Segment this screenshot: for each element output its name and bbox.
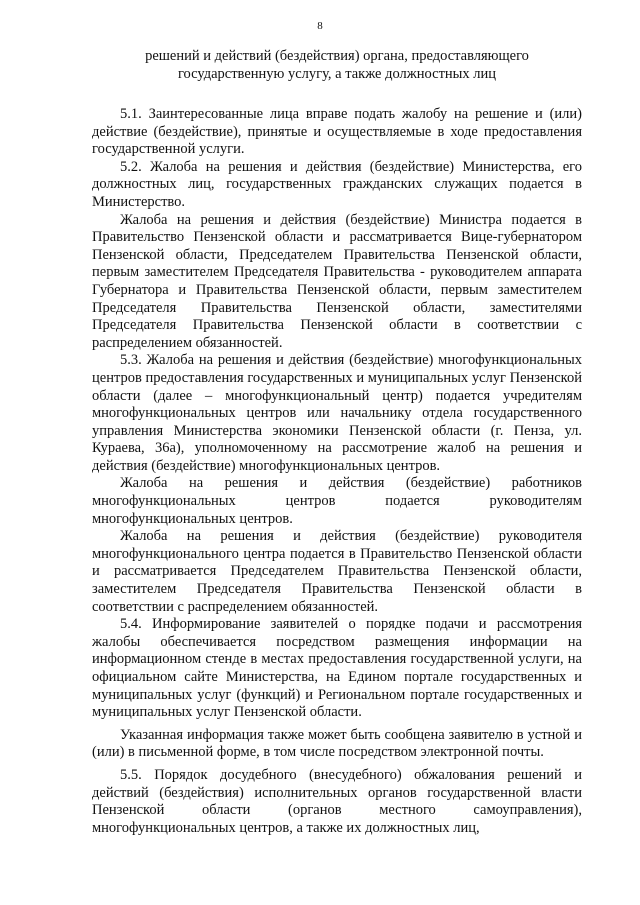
paragraph-info-oral: Указанная информация также может быть сообщена заявителю в устной и (или) в письменной форме, в том числе посредством электронной почты. bbox=[92, 726, 582, 761]
paragraph-head-complaint: Жалоба на решения и действия (бездействие) руководителя многофункционального центра подается в Правительство Пензенской области и рассматривается Председателем Правительства Пензенской области, заместителем Председателя Правительства Пензенской области в соответствии с распределением обязанностей. bbox=[92, 528, 582, 615]
paragraph-5-1: 5.1. Заинтересованные лица вправе подать жалобу на решение и (или) действие (бездействие), принятые и осуществляемые в ходе предоставления государственной услуги. bbox=[92, 106, 582, 158]
paragraph-minister-complaint: Жалоба на решения и действия (бездействие) Министра подается в Правительство Пензенской области и рассматривается Вице-губернатором Пензенской области, Председателем Правительства Пензенской области, первым заместителем Председателя Правительства - руководителем аппарата Губернатора и Правительства Пензенской области, первым заместителем Председателя Правительства Пензенской области, заместителями Председателя Правительства Пензенской области в соответствии с распределением обязанностей. bbox=[92, 211, 582, 351]
document-body bbox=[92, 106, 582, 837]
paragraph-5-2: 5.2. Жалоба на решения и действия (бездействие) Министерства, его должностных лиц, государственных гражданских служащих подается в Министерство. bbox=[92, 158, 582, 210]
paragraph-5-5: 5.5. Порядок досудебного (внесудебного) обжалования решений и действий (бездействия) исполнительных органов государственной власти Пензенской области (органов местного самоуправления), многофункциональных центров, а также их должностных лиц, bbox=[92, 766, 582, 836]
paragraph-5-4: 5.4. Информирование заявителей о порядке подачи и рассмотрения жалобы обеспечивается посредством размещения информации на информационном стенде в местах предоставления государственной услуги, на официальном сайте Министерства, на Едином портале государственных и муниципальных услуг (функций) и Региональном портале государственных и муниципальных услуг Пензенской области. bbox=[92, 616, 582, 721]
section-heading: решений и действий (бездействия) органа, предоставляющего государственную услугу, а также должностных лиц bbox=[145, 48, 529, 82]
paragraph-5-3: 5.3. Жалоба на решения и действия (бездействие) многофункциональных центров предоставления государственных и муниципальных услуг Пензенской области (далее – многофункциональный центр) подается учредителям многофункциональных центров или начальнику отдела государственного управления Министерства экономики Пензенской области (г. Пенза, ул. Кураева, 36а), уполномоченному на рассмотрение жалоб на решения и действия (бездействие) многофункциональных центров. bbox=[92, 352, 582, 474]
paragraph-workers-complaint: Жалоба на решения и действия (бездействие) работников многофункциональных центров подается руководителям многофункциональных центров. bbox=[92, 475, 582, 527]
page-number: 8 bbox=[317, 20, 323, 32]
